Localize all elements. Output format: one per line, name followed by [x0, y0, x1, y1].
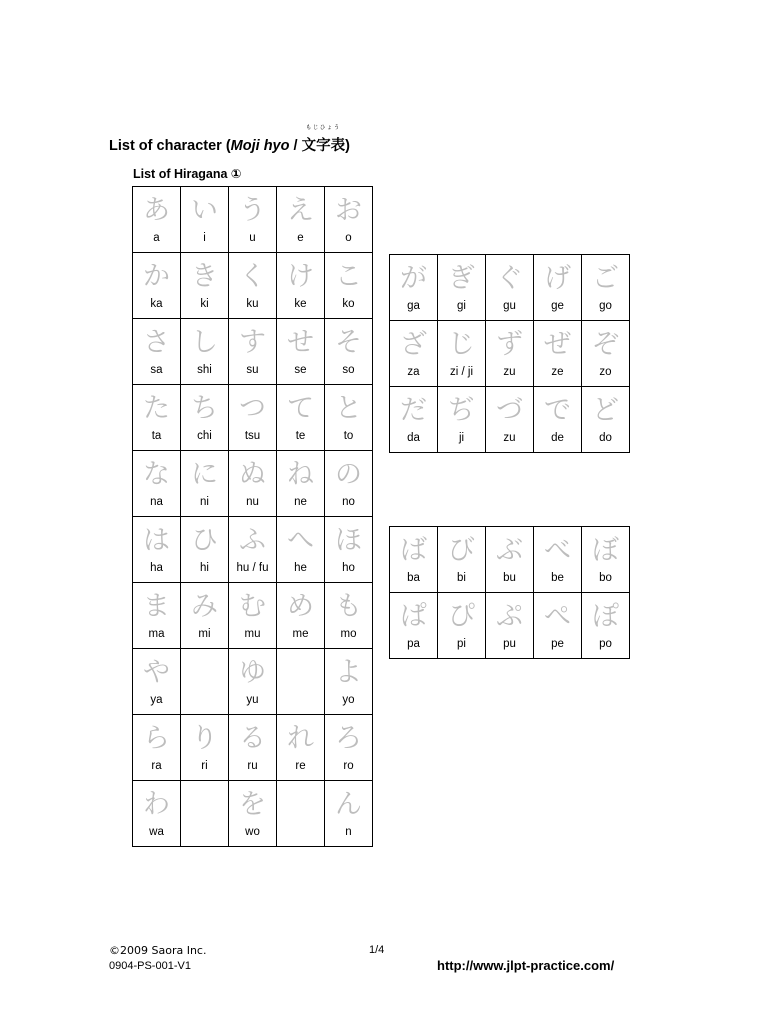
romaji-label: ko [342, 298, 355, 310]
romaji-label: ho [342, 562, 355, 574]
kana-character: べ [544, 535, 571, 566]
kana-cell [325, 187, 373, 253]
romaji-label: nu [246, 496, 259, 508]
romaji-label: ba [407, 572, 420, 584]
kana-row [133, 517, 373, 583]
kana-character: て [287, 393, 314, 424]
romaji-label: pe [551, 638, 564, 650]
kana-cell [277, 715, 325, 781]
kana-cell [277, 451, 325, 517]
romaji-label: zo [599, 366, 612, 378]
kana-character: も [335, 591, 362, 622]
romaji-label: a [153, 232, 160, 244]
kana-cell [438, 255, 486, 321]
romaji-label: ri [201, 760, 208, 772]
romaji-label: sa [150, 364, 163, 376]
kana-character: じ [448, 329, 475, 360]
kana-character: だ [400, 395, 427, 426]
kana-character: ほ [335, 525, 362, 556]
kana-cell [277, 253, 325, 319]
kana-cell [486, 387, 534, 453]
kana-cell [181, 187, 229, 253]
kana-cell [229, 649, 277, 715]
kana-character: く [239, 261, 266, 292]
romaji-label: go [599, 300, 612, 312]
kana-row [133, 451, 373, 517]
kana-cell [582, 387, 630, 453]
kana-cell [325, 385, 373, 451]
kana-cell [229, 715, 277, 781]
kana-cell [486, 321, 534, 387]
romaji-label: hi [200, 562, 209, 574]
romaji-label: do [599, 432, 612, 444]
kana-cell [277, 781, 325, 847]
romaji-label: ni [200, 496, 209, 508]
romaji-label: yo [342, 694, 355, 706]
romaji-label: gu [503, 300, 516, 312]
romaji-label: ka [150, 298, 163, 310]
kana-cell [534, 255, 582, 321]
kana-row [390, 527, 630, 593]
kana-cell [390, 255, 438, 321]
kana-cell [486, 527, 534, 593]
kana-character: ぶ [496, 535, 523, 566]
title-prefix: List of character ( [109, 138, 231, 154]
kana-cell [582, 255, 630, 321]
kana-cell [277, 517, 325, 583]
kana-cell [534, 387, 582, 453]
kana-cell [181, 583, 229, 649]
kana-character: あ [143, 195, 170, 226]
kana-character: り [191, 723, 218, 754]
romaji-label: gi [457, 300, 466, 312]
kana-cell [133, 781, 181, 847]
kana-cell [486, 593, 534, 659]
kana-cell [438, 527, 486, 593]
kana-character: よ [335, 657, 362, 688]
kana-character: ご [592, 263, 619, 294]
kana-character: と [335, 393, 362, 424]
romaji-label: me [292, 628, 309, 640]
romaji-label: ne [294, 496, 307, 508]
kana-row [133, 649, 373, 715]
kana-row [133, 715, 373, 781]
romaji-label: zu [503, 366, 516, 378]
romaji-label: so [342, 364, 355, 376]
romaji-label: wo [245, 826, 260, 838]
kana-cell [486, 255, 534, 321]
kana-character: ろ [335, 723, 362, 754]
kana-character: け [287, 261, 314, 292]
kana-character: ぎ [448, 263, 475, 294]
kana-character: ば [400, 535, 427, 566]
kana-character: み [191, 591, 218, 622]
kana-character: せ [287, 327, 314, 358]
kana-cell [181, 649, 229, 715]
kana-character: ふ [239, 525, 266, 556]
kana-character: さ [143, 327, 170, 358]
kana-character: か [143, 261, 170, 292]
kana-character: ぽ [592, 601, 619, 632]
title-kanji: 文字表 [301, 137, 346, 154]
footer-page-number: 1/4 [369, 944, 385, 956]
kana-row [133, 583, 373, 649]
romaji-label: zi / ji [450, 366, 473, 378]
romaji-label: ke [294, 298, 307, 310]
kana-character: ぬ [239, 459, 266, 490]
kana-character: ぷ [496, 601, 523, 632]
kana-character: ど [592, 395, 619, 426]
kana-cell [181, 517, 229, 583]
kana-character: づ [496, 395, 523, 426]
kana-character: ひ [191, 525, 218, 556]
kana-cell [582, 593, 630, 659]
footer-copyright: ©2009 Saora Inc. [109, 944, 207, 957]
romaji-label: he [294, 562, 307, 574]
kana-cell [229, 319, 277, 385]
kana-row [133, 319, 373, 385]
kana-character: ん [335, 789, 362, 820]
kana-character: ぺ [544, 601, 571, 632]
kana-cell [133, 583, 181, 649]
footer-url-link[interactable]: http://www.jlpt-practice.com/ [437, 958, 615, 973]
kana-character: が [400, 263, 427, 294]
romaji-label: ru [247, 760, 258, 772]
romaji-label: mo [340, 628, 357, 640]
kana-cell [325, 319, 373, 385]
kana-cell [133, 715, 181, 781]
page-title [109, 125, 350, 155]
kana-cell [277, 187, 325, 253]
kana-character: ぐ [496, 263, 523, 294]
kana-cell [229, 517, 277, 583]
kana-character: し [191, 327, 218, 358]
romaji-label: n [345, 826, 352, 838]
kana-cell [181, 319, 229, 385]
romaji-label: ma [148, 628, 165, 640]
kana-cell [390, 593, 438, 659]
kana-cell [229, 253, 277, 319]
kana-cell [534, 527, 582, 593]
kana-character: や [143, 657, 170, 688]
romaji-label: re [295, 760, 306, 772]
romaji-label: mi [198, 628, 211, 640]
romaji-label: po [599, 638, 612, 650]
kana-cell [390, 321, 438, 387]
kana-character: ら [143, 723, 170, 754]
title-italic: Moji hyo [230, 138, 290, 154]
kana-character: ぱ [400, 601, 427, 632]
kana-cell [229, 451, 277, 517]
title-suffix: ) [345, 138, 350, 154]
kana-cell [181, 451, 229, 517]
kana-cell [277, 385, 325, 451]
romaji-label: bu [503, 572, 516, 584]
kana-character: そ [335, 327, 362, 358]
romaji-label: su [246, 364, 259, 376]
kana-cell [534, 321, 582, 387]
kana-character: れ [287, 723, 314, 754]
kana-cell [181, 385, 229, 451]
kana-row [390, 387, 630, 453]
hiragana-b-p-table [389, 526, 630, 659]
kana-cell [325, 781, 373, 847]
kana-character: い [191, 195, 218, 226]
kana-cell [325, 583, 373, 649]
kana-character: は [143, 525, 170, 556]
kana-character: む [239, 591, 266, 622]
romaji-label: zu [503, 432, 516, 444]
romaji-label: ro [343, 760, 354, 772]
kana-cell [181, 253, 229, 319]
kana-cell [277, 583, 325, 649]
kana-cell [534, 593, 582, 659]
romaji-label: to [343, 430, 354, 442]
kana-cell [325, 451, 373, 517]
romaji-label: pi [457, 638, 466, 650]
romaji-label: ze [551, 366, 564, 378]
romaji-label: se [294, 364, 307, 376]
romaji-label: ki [200, 298, 209, 310]
kana-cell [438, 593, 486, 659]
kana-cell [390, 527, 438, 593]
romaji-label: no [342, 496, 355, 508]
romaji-label: ra [151, 760, 162, 772]
kana-row [133, 253, 373, 319]
kana-cell [325, 649, 373, 715]
kana-row [390, 255, 630, 321]
kana-character: に [191, 459, 218, 490]
kana-character: た [143, 393, 170, 424]
section-subtitle: List of Hiragana ① [133, 167, 242, 181]
kana-cell [325, 253, 373, 319]
romaji-label: mu [244, 628, 261, 640]
romaji-label: i [203, 232, 206, 244]
kana-cell [181, 715, 229, 781]
romaji-label: na [150, 496, 163, 508]
kana-cell [229, 781, 277, 847]
kana-row [133, 187, 373, 253]
footer-document-code: 0904-PS-001-V1 [109, 960, 191, 972]
romaji-label: te [295, 430, 306, 442]
kana-cell [181, 781, 229, 847]
kana-cell [277, 319, 325, 385]
kana-character: う [239, 195, 266, 226]
kana-cell [390, 387, 438, 453]
romaji-label: pu [503, 638, 516, 650]
kana-character: び [448, 535, 475, 566]
kana-character: へ [287, 525, 314, 556]
kana-character: す [239, 327, 266, 358]
romaji-label: ya [150, 694, 163, 706]
kana-character: で [544, 395, 571, 426]
kana-character: ぞ [592, 329, 619, 360]
kana-character: ぼ [592, 535, 619, 566]
kana-character: き [191, 261, 218, 292]
kana-character: ね [287, 459, 314, 490]
romaji-label: u [249, 232, 256, 244]
kana-row [390, 593, 630, 659]
kana-cell [133, 385, 181, 451]
kana-character: わ [143, 789, 170, 820]
title-furigana: もじひょう [305, 125, 341, 131]
kana-character: げ [544, 263, 571, 294]
kana-row [133, 385, 373, 451]
kana-character: ざ [400, 329, 427, 360]
romaji-label: yu [246, 694, 259, 706]
kana-character: な [143, 459, 170, 490]
kana-character: ま [143, 591, 170, 622]
romaji-label: ji [458, 432, 465, 444]
kana-cell [133, 187, 181, 253]
romaji-label: wa [149, 826, 164, 838]
kana-character: ゆ [239, 657, 266, 688]
kana-character: の [335, 459, 362, 490]
romaji-label: o [345, 232, 352, 244]
kana-character: ぢ [448, 395, 475, 426]
kana-row [133, 781, 373, 847]
kana-character: つ [239, 393, 266, 424]
kana-character: お [335, 195, 362, 226]
romaji-label: ha [150, 562, 163, 574]
kana-cell [133, 649, 181, 715]
kana-character: え [287, 195, 314, 226]
kana-character: ぴ [448, 601, 475, 632]
kana-cell [438, 387, 486, 453]
kana-cell [229, 187, 277, 253]
romaji-label: pa [407, 638, 420, 650]
kana-cell [133, 517, 181, 583]
kana-character: る [239, 723, 266, 754]
kana-character: を [239, 789, 266, 820]
romaji-label: de [551, 432, 564, 444]
kana-cell [229, 583, 277, 649]
kana-character: ず [496, 329, 523, 360]
romaji-label: bo [599, 572, 612, 584]
kana-character: ち [191, 393, 218, 424]
kana-cell [325, 517, 373, 583]
romaji-label: e [297, 232, 304, 244]
romaji-label: ga [407, 300, 420, 312]
kana-cell [229, 385, 277, 451]
title-separator: / [289, 138, 302, 154]
romaji-label: be [551, 572, 564, 584]
kana-character: こ [335, 261, 362, 292]
romaji-label: bi [457, 572, 466, 584]
hiragana-voiced-table [389, 254, 630, 453]
kana-character: め [287, 591, 314, 622]
kana-character: ぜ [544, 329, 571, 360]
romaji-label: ge [551, 300, 564, 312]
romaji-label: za [407, 366, 420, 378]
romaji-label: chi [197, 430, 212, 442]
romaji-label: ku [246, 298, 259, 310]
kana-cell [582, 527, 630, 593]
romaji-label: hu / fu [236, 562, 269, 574]
romaji-label: tsu [244, 430, 261, 442]
kana-cell [438, 321, 486, 387]
kana-cell [133, 319, 181, 385]
kana-cell [582, 321, 630, 387]
romaji-label: da [407, 432, 420, 444]
kana-cell [277, 649, 325, 715]
kana-cell [133, 451, 181, 517]
hiragana-basic-table [132, 186, 373, 847]
romaji-label: ta [151, 430, 162, 442]
kana-row [390, 321, 630, 387]
romaji-label: shi [197, 364, 212, 376]
kana-cell [133, 253, 181, 319]
kana-cell [325, 715, 373, 781]
title-kanji-group [301, 125, 346, 155]
